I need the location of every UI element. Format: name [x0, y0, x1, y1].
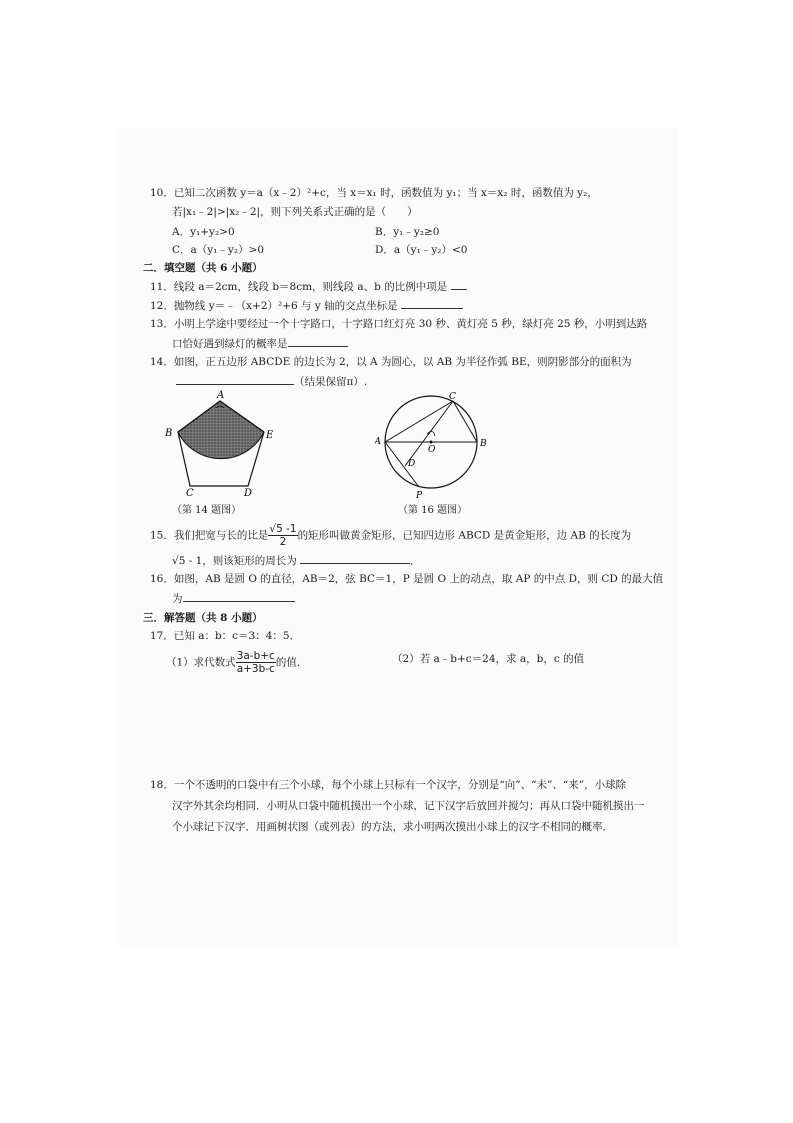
- q17-fraction: [236, 650, 276, 675]
- fig16-label-c: C: [449, 392, 456, 402]
- q17-part1: [166, 650, 307, 675]
- q12-label: 12．抛物线 y＝﹣（x+2）²+6 与 y 轴的交点坐标是: [150, 300, 398, 312]
- q18-line3: 个小球记下汉字．用画树状图（或列表）的方法，求小明两次摸出小球上的汉字不相同的概率．: [172, 821, 613, 833]
- section-3-heading: 三．解答题（共 8 小题）: [143, 612, 263, 624]
- q17-part1-prefix: （1）求代数式: [166, 656, 236, 669]
- q12-text: [150, 298, 463, 313]
- q10-option-c: C．a（y₁﹣y₂）>0: [172, 244, 265, 256]
- q14-line1: 14．如图，正五边形 ABCDE 的边长为 2，以 A 为圆心，以 AB 为半径作弧 BE，则阴影部分的面积为: [150, 356, 632, 368]
- q16-blank: [183, 591, 295, 602]
- q13-line1: 13．小明上学途中要经过一个十字路口，十字路口红灯亮 30 秒、黄灯亮 5 秒，绿灯亮 25 秒，小明到达路: [150, 318, 648, 330]
- q12-blank: [401, 298, 463, 309]
- q10-line2: 若|x₁﹣2|>|x₂﹣2|，则下列关系式正确的是（ ）: [172, 206, 418, 218]
- q11-label: 11．线段 a＝2cm，线段 b＝8cm，则线段 a、b 的比例中项是: [150, 281, 448, 293]
- fig14-caption: （第 14 题图）: [172, 505, 242, 516]
- q16-line1: 16．如图，AB 是圆 O 的直径，AB＝2，弦 BC＝1，P 是圆 O 上的动点，取 AP 的中点 D，则 CD 的最大值: [150, 573, 664, 585]
- q15-line2-label: √5 - 1，则该矩形的周长为: [172, 555, 297, 567]
- q10-option-d: D．a（y₁﹣y₂）<0: [375, 244, 468, 256]
- q17-part2: （2）若 a﹣b+c＝24，求 a，b，c 的值: [392, 653, 585, 665]
- q13-label: 口恰好遇到绿灯的概率是: [172, 338, 288, 350]
- fig16-label-o: O: [428, 445, 436, 455]
- figure-14: [160, 388, 280, 498]
- q10-option-b: B．y₁﹣y₂≥0: [375, 226, 440, 238]
- q16-line2-label: 为: [172, 593, 183, 605]
- fig14-label-c: C: [186, 488, 194, 498]
- q14-line2: [176, 374, 367, 389]
- golden-ratio-fraction: [268, 523, 297, 548]
- q10-line1: 10．已知二次函数 y＝a（x﹣2）²+c，当 x＝x₁ 时，函数值为 y₁；当 x＝x₂ 时，函数值为 y₂，: [150, 187, 598, 199]
- q13-blank: [288, 336, 348, 347]
- q11-text: [150, 279, 467, 294]
- q14-blank: [176, 374, 294, 385]
- q11-blank: [451, 279, 467, 290]
- q15-prefix: 15．我们把宽与长的比是: [150, 529, 269, 542]
- q15-line1: [150, 523, 631, 548]
- section-2-heading: 二．填空题（共 6 小题）: [143, 262, 263, 274]
- golden-ratio-numerator: √5 -1: [269, 523, 297, 535]
- fig16-caption: （第 16 题图）: [398, 505, 468, 516]
- q15-blank: [300, 553, 410, 564]
- fig14-label-a: A: [217, 390, 225, 401]
- fig14-label-b: B: [165, 428, 173, 439]
- fig16-label-p: P: [416, 491, 423, 501]
- q13-line2: [172, 336, 348, 351]
- fig14-label-e: E: [266, 430, 274, 441]
- q15-line2: [172, 553, 421, 568]
- fig14-label-d: D: [244, 488, 253, 498]
- q14-suffix: （结果保留π）.: [294, 376, 368, 388]
- fig16-label-b: B: [480, 439, 487, 449]
- q15-end: ．: [410, 555, 421, 567]
- q18-line2: 汉字外其余均相同．小明从口袋中随机摸出一个小球，记下汉字后放回并搅匀；再从口袋中随机摸出一: [172, 800, 645, 812]
- q16-line2: [172, 591, 295, 606]
- q15-suffix: 的矩形叫做黄金矩形，已知四边形 ABCD 是黄金矩形，边 AB 的长度为: [297, 529, 632, 542]
- q17-denominator: a+3b-c: [236, 663, 275, 675]
- q17-line1: 17．已知 a：b：c＝3：4：5．: [150, 630, 301, 642]
- q10-option-a: A．y₁+y₂>0: [172, 226, 235, 238]
- q17-numerator: 3a-b+c: [236, 650, 275, 662]
- q18-line1: 18．一个不透明的口袋中有三个小球，每个小球上只标有一个汉字，分别是“向”、“未”、“来”，小球除: [150, 779, 627, 791]
- fig16-label-d: D: [408, 459, 416, 469]
- shaded-sector: [178, 401, 264, 459]
- fig16-label-a: A: [375, 437, 381, 447]
- golden-ratio-denominator: 2: [279, 536, 287, 548]
- figure-16: [375, 390, 487, 502]
- q17-part1-suffix: 的值．: [275, 656, 308, 669]
